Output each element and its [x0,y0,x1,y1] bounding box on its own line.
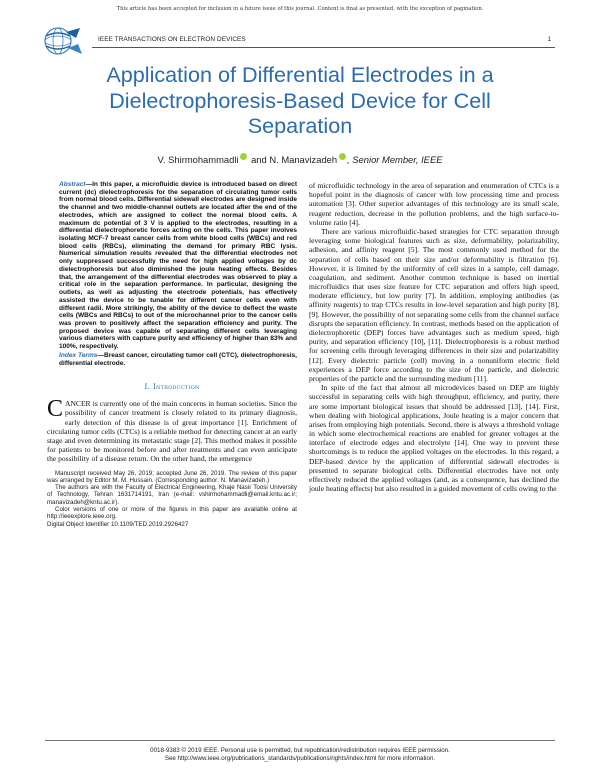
left-column [47,181,297,528]
copyright-line-1: 0018-9383 © 2019 IEEE. Personal use is permitted, but republication/redistribution requires IEEE permission. [150,747,450,754]
orcid-icon[interactable] [339,153,346,160]
right-paragraph-1: of microfluidic technology in the area of separation and enumeration of CTCs is a hopeful point in the diagnosis of cancer with low processing time and process automation [3]. Other superior advantages of this technology are its small scale, reagent reduction, decrease in the pollution problems, and the high surface-to-volume ratio [4]. [309,181,559,227]
section-title: Introduction [152,382,200,392]
right-paragraph-2: There are various microfluidic-based strategies for CTC separation through leveraging some biological features such as size, deformability, polarizability, adhesion, and affinity reagent [5]. The most commonly used method for the separation of cells based on their size and/or deformability is filtration [6]. However, it is limited by the uniformity of cell sizes in a sample, cell damage, coagulation, and sediment. Another common technique is based on inertial microfluidics that uses size feature for CTC separation and offers high speed, moderate efficiency, but low purity [7]. In addition, employing antibodies (as affinity reagents) to trap CTCs results in low-level separation and high purity [8], [9]. However, the possibility of not separating some cells from the channel surface disrupts the separation efficiency. In contrast, methods based on the application of dielectrophoretic (DEP) forces have advantages such as medium speed, high purity, and separation efficiency [10], [11]. Dielectrophoresis is a robust method for screening cells through leveraging differences in their size and polarizability [12]. Every dielectric particle (cell) moving in a nonuniform electric field experiences a DEP force according to the size of the particle, and dielectric properties of the particle and the surrounding medium [11]. [309,226,559,383]
footnotes [47,470,297,528]
acceptance-notice: This article has been accepted for inclusion in a future issue of this journal. Content is final as presented, with the exception of pagination. [116,6,484,12]
abstract-text: —In this paper, a microfluidic device is introduced based on direct current (dc) dielectrophoresis for the separation of circulating tumor cells from normal blood cells. Differential sidewall electrodes are designed inside the channel and two middle-channel outlets are located after the end of the electrodes, which are assigned to collect the normal blood cells. A maximum dc potential of 3 V is applied to the electrodes, resulting in a differential dielectrophoretic forces acting on the cells. This paper involves isolating MCF-7 breast cancer cells from white blood cells (WBCs) and red blood cells (RBCs), eliminating the demand for primary RBC lysis. Numerical simulation results revealed that the differential electrodes not only suppressed successfully the need for high applied voltages by dc dielectrophoresis but also diminished the joule heating effects. Besides that, the arrangement of the differential electrodes was observed to play a critical role in the separation performance. In particular, designing the outlets, as well as adjusting the electrode potentials, has effectively assisted the device to be tunable for different cancer cells even with different radii. More strikingly, the ability of the device to deflect the waste cells (WBCs and RBCs) to out of the microchannel prior to the cancer cells was proven to positively affect the separation efficiency and purity. The proposed device was capable of separating different cells leveraging various diameters with capture purity and efficiency of higher than 83% and 100%, respectively. [59,181,297,351]
copyright-line-2: See http://www.ieee.org/publications_standards/publications/rights/index.html for more information. [164,755,436,762]
index-terms-text: —Breast cancer, circulating tumor cell (CTC), dielectrophoresis, differential electrode. [59,351,297,367]
orcid-icon[interactable] [240,153,247,160]
ieee-logo [40,26,86,56]
paper-title: Application of Differential Electrodes in a Dielectrophoresis-Based Device for Cell Separation [106,62,494,139]
author-2: and N. Manavizadeh [251,154,338,165]
footnote-affiliation: The authors are with the Faculty of Electrical Engineering, Khaje Nasir Toosi University of Technology, Tehran 1631714191, Iran (e-mail: vshirmohammadli@email.kntu.ac.ir; manavizadeh@kntu.ac.ir). [47,484,297,506]
right-column [309,181,559,493]
author-line [60,153,540,165]
right-paragraph-3: In spite of the fact that almost all microdevices based on DEP are highly successful in separating cells with high throughput, efficiency, and purity, there are some important biological issues that should be addressed [13], [14]. First, when dealing with biological applications, Joule heating is a major concern that arises from employing high potentials. Second, there is always a threshold voltage in which some electrochemical reactions are enabled for greater voltages at the interface of electrode edges and electrolyte [14]. One way to prevent these shortcomings is to reduce the applied voltages on the electrodes. In this regard, a DEP-based device by the application of differential sidewall electrodes is presented to separate biological cells. Differential electrodes have not only effectively reduced the applied voltages (and, as a consequence, has declined the joule heating effects) but also resulted in a guided movement of cells owing to the [309,383,559,494]
section-numeral: I. [144,382,151,392]
index-terms [47,352,297,367]
page-number: 1 [547,36,551,43]
header-rule [92,47,555,48]
footnote-color-versions: Color versions of one or more of the figures in this paper are available online at http://ieeexplore.ieee.org. [47,506,297,521]
footer-rule [45,740,555,741]
index-terms-label: Index Terms [59,351,98,359]
author-membership: , Senior Member, IEEE [347,154,443,165]
intro-paragraph-1-text: ANCER is currently one of the main concerns in human societies. Since the possibility of cancer treatment is closely related to its primary diagnosis, early detection of this disease is of great importance [1]. Enrichment of circulating tumor cells (CTCs) is a reliable method for detecting cancer at an early stage and even determining its metastatic stage [2]. This method makes it possible for patients to be monitored before and after treatments and can even anticipate the possibility of a disease return. On the other hand, the emergence [47,399,297,464]
abstract-label: Abstract [59,181,86,188]
intro-paragraph-1 [47,396,297,464]
section-heading-introduction [47,382,297,391]
footnote-received: Manuscript received May 26, 2019; accepted June 26, 2019. The review of this paper was arranged by Editor M. M. Hussain. (Corresponding author: N. Manavizadeh.) [47,469,297,484]
journal-name: IEEE TRANSACTIONS ON ELECTRON DEVICES [98,36,246,43]
copyright-notice [0,747,600,763]
abstract [47,181,297,351]
footnote-doi: Digital Object Identifier 10.1109/TED.2019.2926427 [47,520,189,528]
author-1: V. Shirmohammadli [157,154,239,165]
drop-cap: C [47,396,64,423]
